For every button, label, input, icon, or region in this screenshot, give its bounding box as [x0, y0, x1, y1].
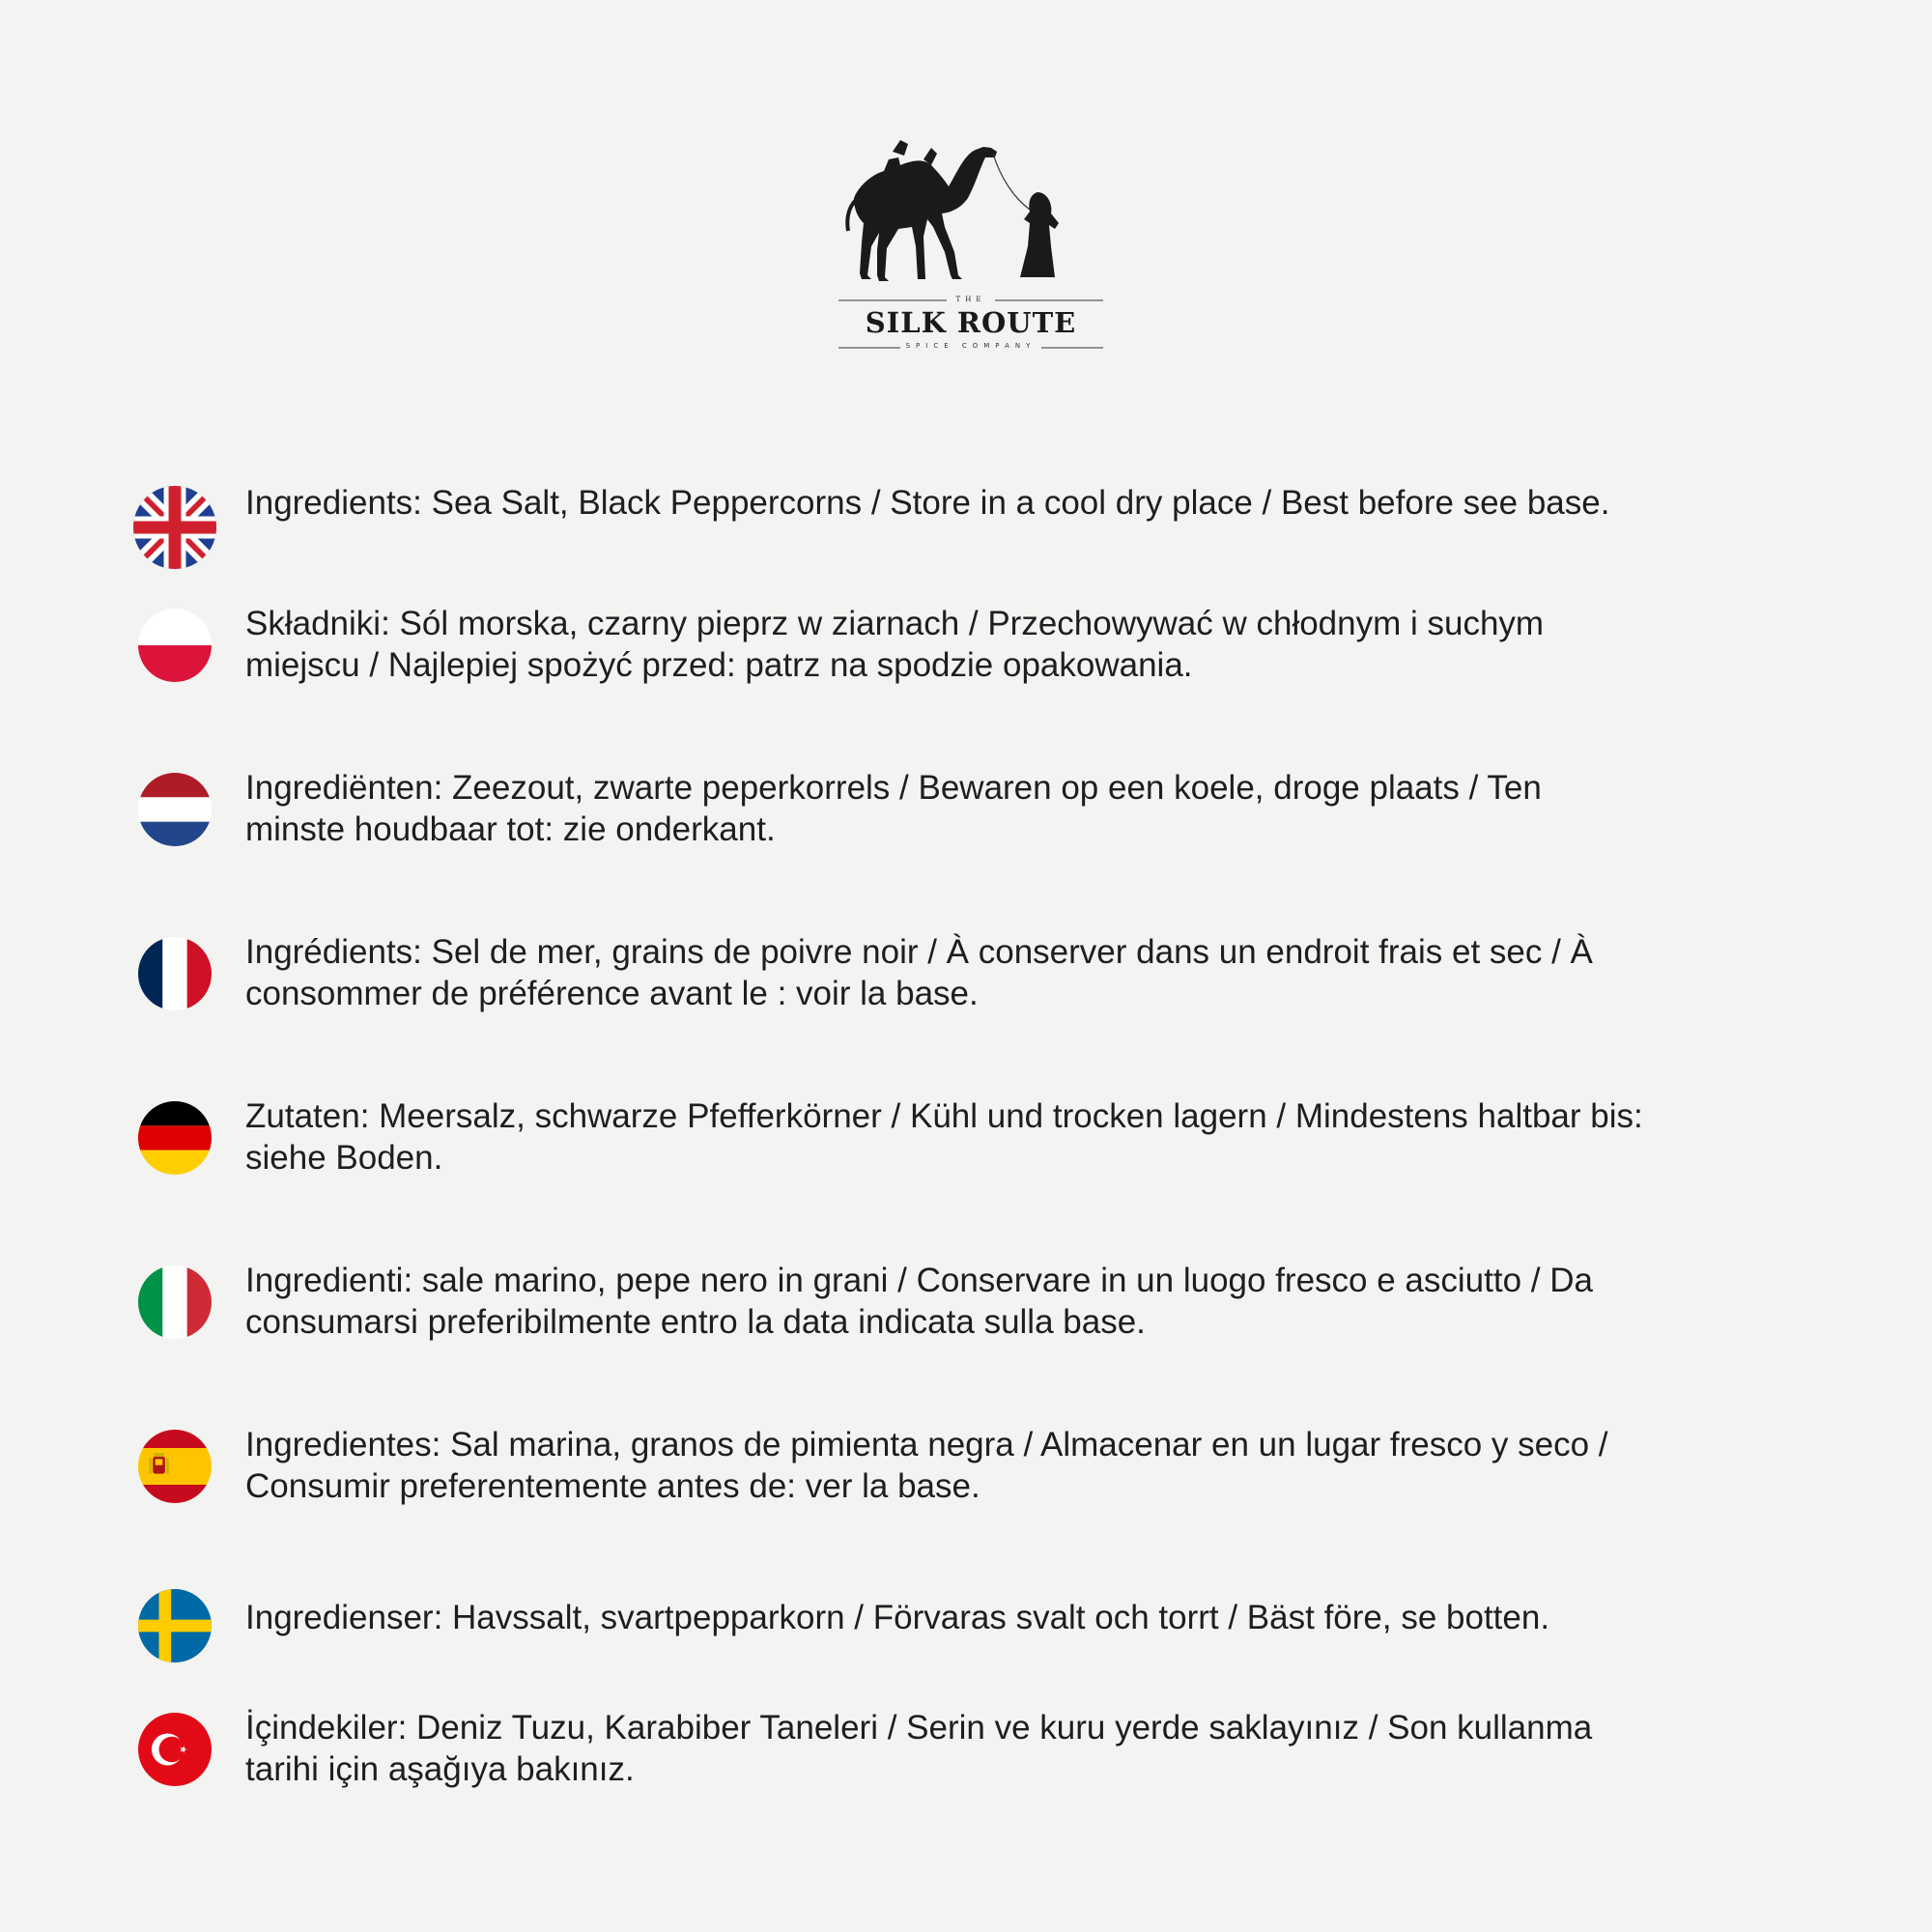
- english-text: Ingredients: Sea Salt, Black Peppercorns / Store in a cool dry place / Best before see base.: [245, 484, 1610, 522]
- polish-text: Składniki: Sól morska, czarny pieprz w ziarnach / Przechowywać w chłodnym i suchym miejscu / Najlepiej spożyć przed: patrz na spodzie opakowania.: [245, 605, 1545, 684]
- poland-flag-icon: [138, 609, 212, 682]
- italy-flag-icon: [138, 1265, 212, 1339]
- italian-text: Ingredienti: sale marino, pepe nero in grani / Conservare in un luogo fresco e asciutto / Da consumarsi preferibilmente entro la data indicata sulla base.: [245, 1262, 1593, 1341]
- uk-flag-icon: [133, 486, 216, 569]
- france-flag-icon: [138, 937, 212, 1010]
- brand-tagline: SPICE COMPANY: [905, 342, 1037, 350]
- spain-flag-icon: [138, 1430, 212, 1503]
- spanish-text: Ingredientes: Sal marina, granos de pimienta negra / Almacenar en un lugar fresco y seco / Consumir preferentemente antes de: ver la base.: [245, 1426, 1608, 1505]
- brand-name: SILK ROUTE: [865, 306, 1077, 339]
- netherlands-flag-icon: [138, 773, 212, 846]
- brand-logo: [831, 130, 1111, 362]
- dutch-text: Ingrediënten: Zeezout, zwarte peperkorrels / Bewaren op een koele, droge plaats / Ten minste houdbaar tot: zie onderkant.: [245, 769, 1542, 848]
- german-text: Zutaten: Meersalz, schwarze Pfefferkörner / Kühl und trocken lagern / Mindestens haltbar bis: siehe Boden.: [245, 1097, 1643, 1177]
- germany-flag-icon: [138, 1101, 212, 1175]
- sweden-flag-icon: [138, 1589, 212, 1662]
- turkey-flag-icon: [138, 1713, 212, 1786]
- french-text: Ingrédients: Sel de mer, grains de poivre noir / À conserver dans un endroit frais et sec / À consommer de préférence avant le : voir la base.: [245, 933, 1593, 1012]
- brand-the: THE: [955, 296, 986, 303]
- turkish-text: İçindekiler: Deniz Tuzu, Karabiber Taneleri / Serin ve kuru yerde saklayınız / Son kullanma tarihi için aşağıya bakınız.: [245, 1709, 1593, 1788]
- swedish-text: Ingredienser: Havssalt, svartpepparkorn / Förvaras svalt och torrt / Bäst före, se botten.: [245, 1599, 1550, 1636]
